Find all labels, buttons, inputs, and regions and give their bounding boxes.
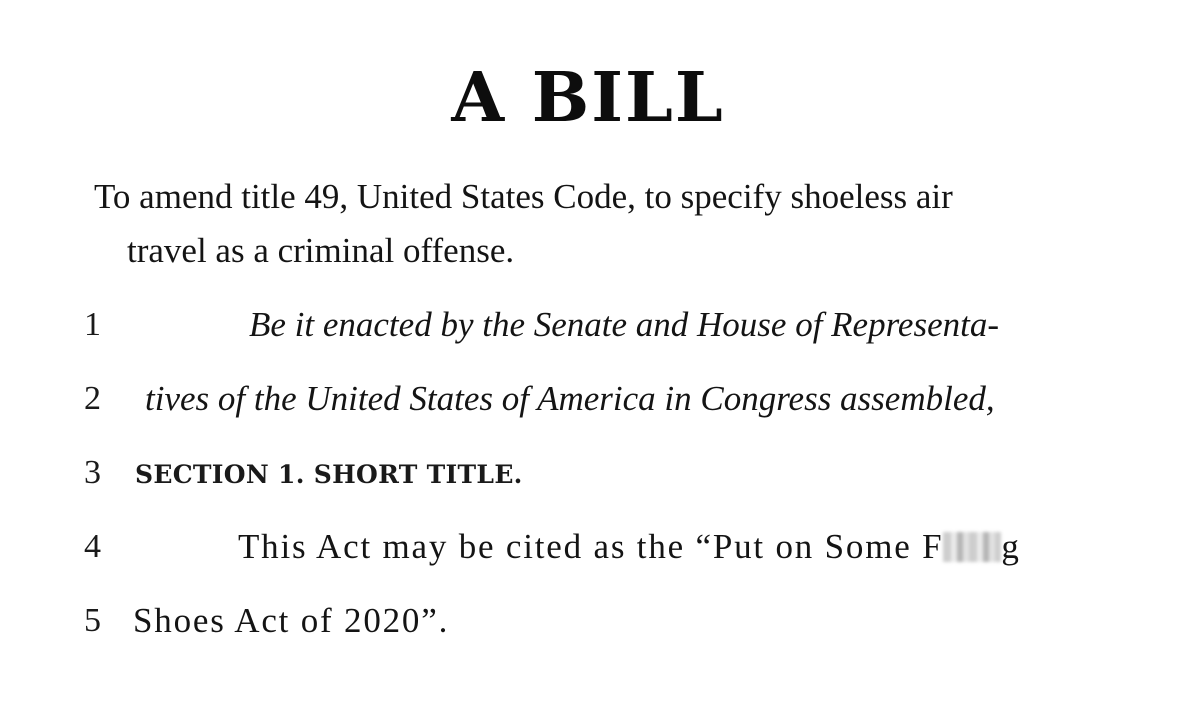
short-title-after-redaction: g: [1001, 527, 1021, 566]
bill-purpose: [94, 170, 1134, 278]
line-number: 4: [84, 528, 101, 565]
enacting-clause-part-1: Be it enacted by the Senate and House of Representa-: [249, 305, 999, 344]
short-title-before-redaction: This Act may be cited as the “Put on Some F: [238, 527, 944, 566]
redaction-blur: [943, 532, 1001, 562]
line-number: 2: [84, 380, 101, 417]
line-number: 5: [84, 602, 101, 639]
enacting-clause-part-2: tives of the United States of America in Congress assembled,: [145, 379, 995, 418]
purpose-line-1: To amend title 49, United States Code, to specify shoeless air: [94, 177, 953, 216]
bill-line-1: [0, 300, 1200, 360]
short-title-text: [238, 527, 1021, 567]
bill-line-5: [0, 596, 1200, 656]
bill-line-3: [0, 448, 1200, 508]
line-number: 1: [84, 306, 101, 343]
short-title-continuation: Shoes Act of 2020”.: [133, 601, 450, 640]
bill-line-2: [0, 374, 1200, 434]
bill-line-4: [0, 522, 1200, 582]
section-heading: SECTION 1. SHORT TITLE.: [135, 460, 523, 489]
purpose-line-2: travel as a criminal offense.: [127, 231, 515, 270]
line-number: 3: [84, 454, 101, 491]
bill-title: A BILL: [451, 58, 725, 138]
